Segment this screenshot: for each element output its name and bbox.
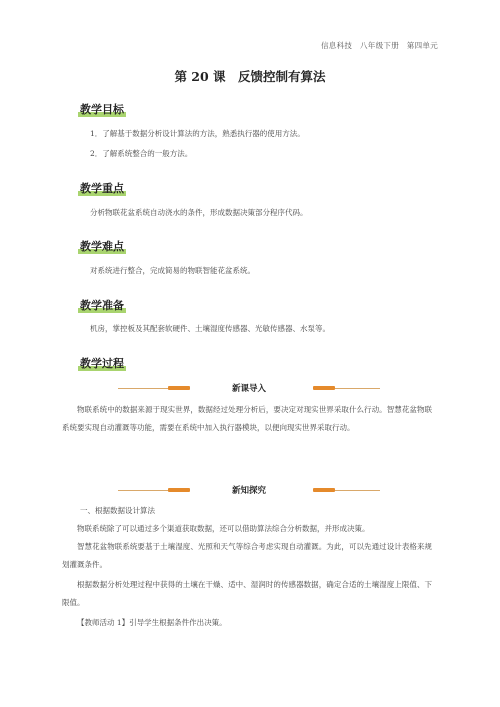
explore-paragraph-2: 智慧花盆物联系统要基于土壤湿度、光照和天气等综合考虑实现自动灌溉。为此，可以先通过设计表格来规划灌溉条件。	[62, 542, 432, 569]
explore-label: 新知探究	[231, 486, 266, 496]
lesson-title: 第 20 课 反馈控制有算法	[174, 69, 326, 84]
explore-paragraph-3: 根据数据分析处理过程中获得的土壤在干燥、适中、湿润时的传感器数据，确定合适的土壤湿度上限值、下限值。	[62, 580, 432, 607]
section-heading-difficult: 教学难点	[80, 240, 124, 253]
difficult-points-text: 对系统进行整合，完成简易的物联智能花盆系统。	[90, 266, 255, 275]
page-header: 信息科技 八年级下册 第四单元	[321, 41, 438, 50]
explore-subheading: 一、根据数据设计算法	[80, 506, 155, 515]
divider-intro	[118, 383, 380, 393]
goal-item-2: 2．了解系统整合的一般方法。	[90, 149, 193, 158]
explore-paragraph-1: 物联系统除了可以通过多个渠道获取数据，还可以借助算法综合分析数据，并形成决策。	[77, 524, 370, 533]
intro-paragraph: 物联系统中的数据来源于现实世界，数据经过处理分析后，要决定对现实世界采取什么行动。智慧花盆物联系统要实现自动灌溉等功能，需要在系统中加入执行器模块，以便向现实世界采取行动。	[62, 405, 432, 432]
section-heading-prep: 教学准备	[80, 299, 124, 312]
intro-label: 新课导入	[231, 384, 266, 394]
section-heading-goals: 教学目标	[80, 103, 124, 116]
goal-item-1: 1．了解基于数据分析设计算法的方法，熟悉执行器的使用方法。	[90, 129, 305, 138]
key-points-text: 分析物联花盆系统自动浇水的条件，形成数据决策部分程序代码。	[90, 208, 308, 217]
section-heading-key: 教学重点	[80, 182, 124, 195]
prep-text: 机房，掌控板及其配套软硬件、土壤湿度传感器、光敏传感器、水泵等。	[90, 324, 330, 333]
teacher-activity-1: 【教师活动 1】引导学生根据条件作出决策。	[77, 618, 227, 627]
section-heading-process: 教学过程	[80, 357, 124, 370]
divider-explore	[118, 485, 380, 495]
